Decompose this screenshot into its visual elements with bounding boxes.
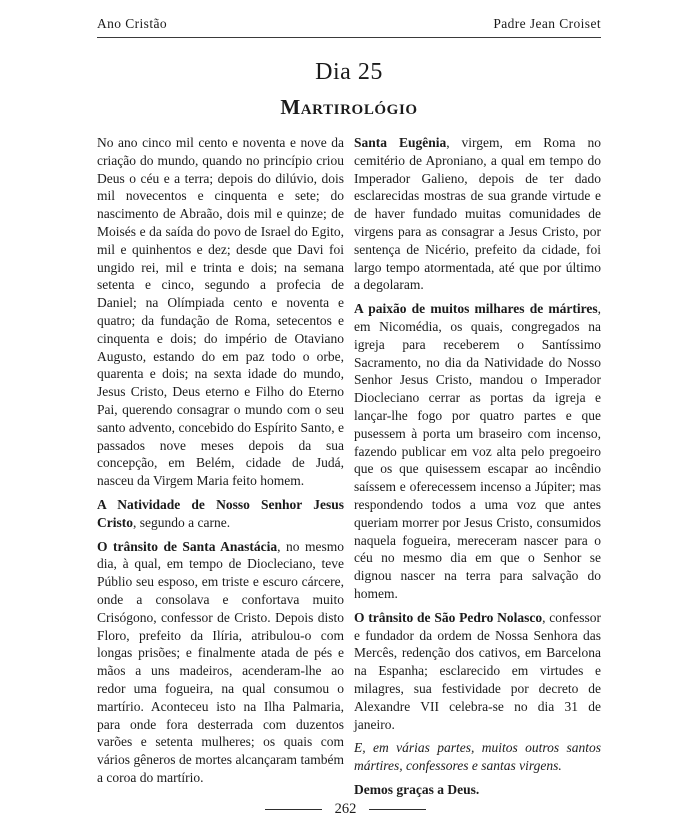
- paragraph-text: , no mesmo dia, à qual, em tempo de Diocleciano, teve Públio seu esposo, em triste e escuro cárcere, onde a consolava e confortava muito Crisógono, confessor de Cristo. Depois disto Floro, prefeito da Ilíria, atribulou-o com longas prisões; e finalmente atada de pés e mãos a uns madeiros, acenderam-lhe ao redor uma fogueira, na qual consumou o martírio. Aconteceu isto na Ilha Palmaria, para onde fora desterrada com duzentos varões e setenta mulheres; os quais com vários gêneros de mortes alcançaram também a coroa do martírio.: [97, 538, 344, 785]
- column-left: [97, 134, 344, 805]
- paragraph: [354, 300, 601, 603]
- footer-rule-left: [265, 809, 322, 810]
- paragraph-lead: Demos graças a Deus.: [354, 781, 480, 797]
- column-right: [354, 134, 601, 805]
- paragraph-lead: Santa Eugênia: [354, 135, 447, 150]
- paragraph: [354, 781, 601, 799]
- paragraph-lead: O trânsito de Santa Anastácia: [97, 538, 278, 554]
- paragraph-text: No ano cinco mil cento e noventa e nove da criação do mundo, quando no princípio criou Deus o céu e a terra; depois do dilúvio, dois mil novecentos e cinquenta e sete; do nascimento de Abraão, dois mil e quinze; de Moisés e da saída do povo de Israel do Egito, mil e quinhentos e dez; desde que Davi foi ungido rei, mil e trinta e dois; na semana setenta e cinco, segundo a profecia de Daniel; na Olímpiada cento e noventa e quatro; da fundação de Roma, setecentos e cinquenta e dois; do império de Otaviano Augusto, estando do em paz todo o orbe, quarenta e dois; na sexta idade do mundo, Jesus Cristo, Deus eterno e Filho do Eterno Pai, querendo consagrar o mundo com o seu santo advento, concebido do Espírito Santo, e passados nove meses depois da sua concepção, em Belém, cidade de Judá, nasceu da Virgem Maria feito homem.: [97, 135, 344, 489]
- paragraph-lead: A paixão de muitos milhares de mártires: [354, 301, 598, 317]
- footer-rule-right: [369, 809, 426, 810]
- paragraph-text: , segundo a carne.: [133, 514, 231, 530]
- section-title: Martirológio: [280, 95, 418, 119]
- paragraph: [354, 739, 601, 775]
- paragraph-text: , virgem, em Roma no cemitério de Aproniano, a qual em tempo do Imperador Galieno, depois de ter dado esclarecidas mostras de sua grande virtude e de haver fundado muitas comunidades de virgens para as consagrar a Jesus Cristo, por sentença de Nicério, prefeito da cidade, foi largo tempo atormentada, até que por último a degolaram.: [354, 135, 601, 293]
- running-header-left: Ano Cristão: [97, 16, 168, 31]
- running-header-right: Padre Jean Croiset: [493, 16, 601, 31]
- page-title: Dia 25: [315, 59, 383, 85]
- paragraph: [354, 134, 601, 294]
- paragraph: [97, 496, 344, 532]
- paragraph-text: , em Nicomédia, os quais, congregados na igreja para receberem o Santíssimo Sacramento, no dia da Natividade do Nosso Senhor Jesus Cristo, mandou o Imperador Diocleciano cerrar as portas da igreja e lançar-lhe fogo por quatro partes e que pusessem à porta um braseiro com incenso, fazendo publicar em voz alta pelo pregoeiro que os que quisessem escapar ao incêndio saíssem e oferecessem incenso a Júpiter; mas respondendo todos a uma voz que antes queriam morrer por Jesus Cristo, consumidos naquela fogueira, mereceram nascer para o céu no mesmo dia em que o Senhor se dignou nascer na terra para salvação do homem.: [354, 301, 601, 601]
- text-columns: [97, 134, 601, 805]
- paragraph: [97, 538, 344, 787]
- paragraph-text: , confessor e fundador da ordem de Nossa Senhora das Mercês, redenção dos cativos, em Barcelona na Espanha; esclarecido em virtudes e milagres, sua festividade por decreto de Alexandre VII celebra-se no dia 31 de janeiro.: [354, 609, 602, 732]
- paragraph: [354, 609, 601, 734]
- running-header: [97, 16, 601, 38]
- paragraph-lead: O trânsito de São Pedro Nolasco: [354, 609, 543, 625]
- paragraph: [97, 134, 344, 490]
- page-footer: [0, 801, 691, 818]
- paragraph-lead: A Natividade de Nosso Senhor Jesus Cristo: [97, 496, 344, 530]
- page-number: 262: [334, 801, 357, 817]
- paragraph-text: E, em várias partes, muitos outros santos mártires, confessores e santas virgens.: [354, 740, 601, 774]
